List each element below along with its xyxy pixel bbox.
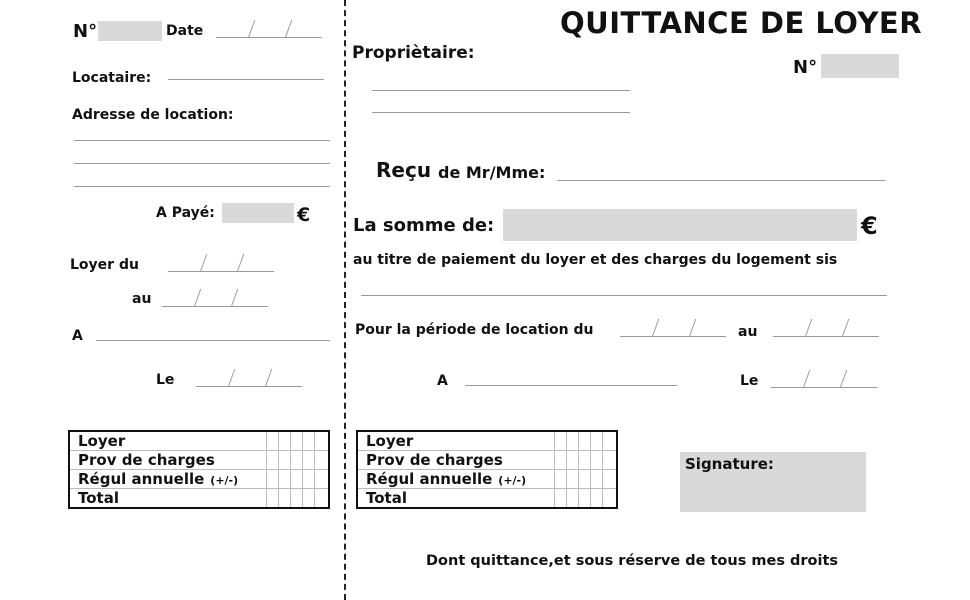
- main-le-date[interactable]: [771, 373, 877, 388]
- stub-row-regul: Régul annuelle (+/-): [78, 470, 239, 488]
- periode-label: Pour la période de location du: [355, 322, 594, 338]
- periode-start-date[interactable]: [620, 322, 726, 337]
- stub-locataire-label: Locataire:: [72, 70, 152, 86]
- stub-adresse-line-1[interactable]: [74, 140, 330, 141]
- stub-paye-label: A Payé:: [156, 205, 215, 221]
- footer-text: Dont quittance,et sous réserve de tous mes droits: [426, 553, 839, 569]
- stub-row-total: Total: [78, 489, 119, 507]
- periode-end-date[interactable]: [773, 322, 879, 337]
- periode-au-label: au: [738, 324, 758, 340]
- stub-au-date[interactable]: [162, 292, 268, 307]
- stub-date-label: Date: [166, 23, 204, 39]
- stub-number-field[interactable]: [98, 21, 162, 41]
- main-a-label: A: [437, 373, 448, 389]
- stub-row-charges: Prov de charges: [78, 451, 215, 469]
- de-mr-mme-label: de Mr/Mme:: [438, 163, 546, 182]
- stub-adresse-line-3[interactable]: [74, 186, 330, 187]
- main-a-line[interactable]: [465, 385, 677, 386]
- stub-amounts-table: [68, 430, 330, 509]
- proprietaire-line-2[interactable]: [372, 112, 630, 113]
- stub-au-label: au: [132, 291, 152, 307]
- proprietaire-label: Propriètaire:: [352, 43, 475, 63]
- main-le-label: Le: [740, 373, 759, 389]
- receipt-number-field[interactable]: [821, 54, 899, 78]
- stub-loyer-du-date[interactable]: [168, 257, 274, 272]
- main-row-total: Total: [366, 489, 407, 507]
- main-row-loyer: Loyer: [366, 432, 414, 450]
- stub-date-field[interactable]: [216, 23, 322, 38]
- proprietaire-line-1[interactable]: [372, 90, 630, 91]
- stub-a-line[interactable]: [96, 340, 330, 341]
- somme-euro-symbol: €: [861, 212, 878, 240]
- stub-adresse-label: Adresse de location:: [72, 107, 234, 123]
- recu-label: Reçu: [376, 158, 432, 182]
- signature-label: Signature:: [685, 455, 774, 473]
- stub-locataire-line[interactable]: [168, 79, 324, 80]
- receipt-number-label: N°: [793, 57, 818, 78]
- receipt-title: QUITTANCE DE LOYER: [560, 6, 923, 40]
- somme-field[interactable]: [503, 209, 857, 241]
- logement-address-line[interactable]: [361, 295, 887, 296]
- stub-a-label: A: [72, 328, 83, 344]
- main-amounts-table: [356, 430, 618, 509]
- stub-adresse-line-2[interactable]: [74, 163, 330, 164]
- stub-row-loyer: Loyer: [78, 432, 126, 450]
- somme-label: La somme de:: [353, 215, 495, 236]
- signature-box[interactable]: [680, 452, 866, 512]
- tear-line: [344, 0, 346, 600]
- main-row-regul: Régul annuelle (+/-): [366, 470, 527, 488]
- stub-euro-symbol: €: [297, 204, 311, 226]
- stub-paye-field[interactable]: [222, 203, 294, 223]
- stub-le-date[interactable]: [196, 372, 302, 387]
- titre-text: au titre de paiement du loyer et des charges du logement sis: [353, 252, 838, 268]
- main-row-charges: Prov de charges: [366, 451, 503, 469]
- stub-le-label: Le: [156, 372, 175, 388]
- recu-name-line[interactable]: [557, 180, 885, 181]
- stub-loyer-du-label: Loyer du: [70, 257, 139, 273]
- stub-number-label: N°: [73, 21, 98, 42]
